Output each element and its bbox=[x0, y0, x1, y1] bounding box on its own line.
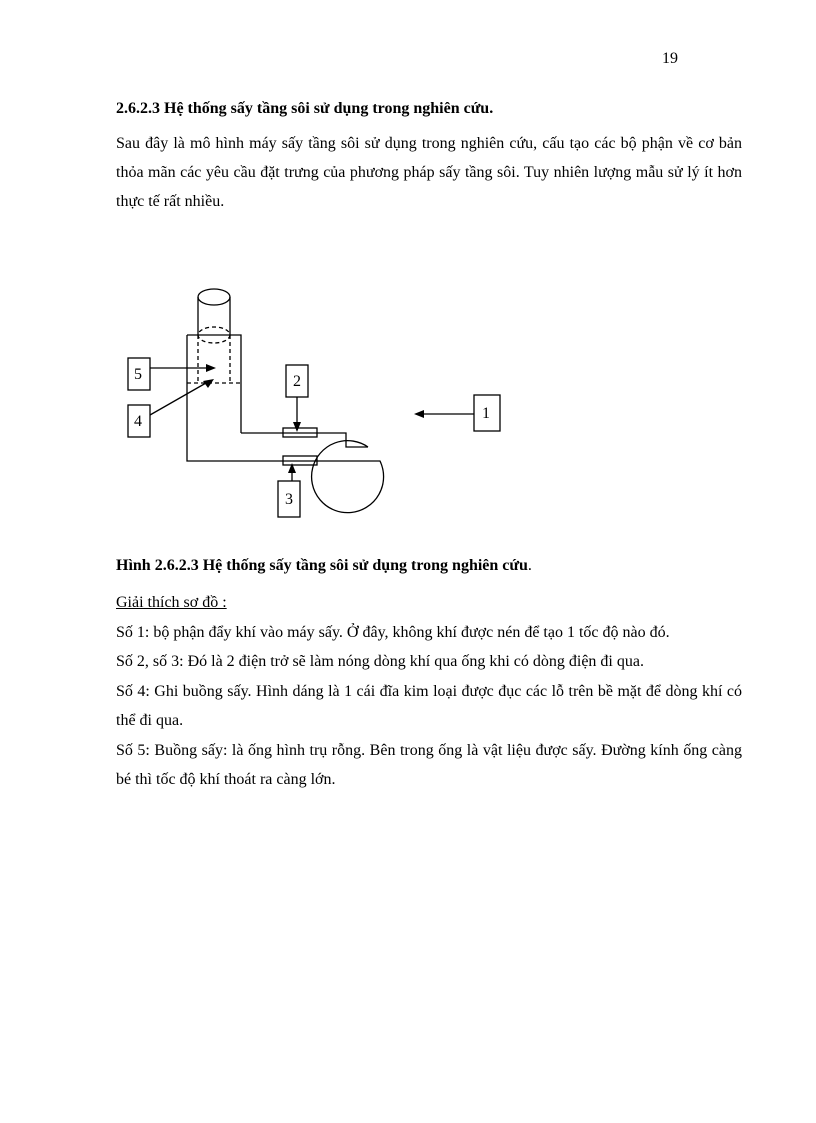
explanation-item-1: Số 1: bộ phận đẩy khí vào máy sấy. Ở đây, không khí được nén để tạo 1 tốc độ nào đó. bbox=[116, 623, 670, 641]
label-3: 3 bbox=[285, 491, 293, 508]
arrow-1 bbox=[414, 410, 424, 418]
intro-paragraph: Sau đây là mô hình máy sấy tầng sôi sử dụng trong nghiên cứu, cấu tạo các bộ phận về cơ bản thỏa mãn các yêu cầu đặt trưng của phương pháp sấy tầng sôi. Tuy nhiên lượng mẫu sử lý ít hơn thực tế rất nhiều. bbox=[116, 135, 742, 210]
cylinder-top bbox=[198, 289, 230, 305]
caption-end: . bbox=[527, 557, 532, 574]
explanation-item-4: Số 5: Buồng sấy: là ống hình trụ rỗng. Bên trong ống là vật liệu được sấy. Đường kính ống càng bé thì tốc độ khí thoát ra càng lớn. bbox=[116, 741, 742, 788]
label-4: 4 bbox=[134, 413, 142, 430]
air-pipe bbox=[241, 433, 368, 447]
blower bbox=[312, 441, 384, 513]
fluidized-bed-dryer-diagram bbox=[110, 275, 530, 525]
arrow-5 bbox=[206, 364, 216, 372]
label-1: 1 bbox=[482, 405, 490, 422]
explanation-item-3: Số 4: Ghi buồng sấy. Hình dáng là 1 cái đĩa kim loại được đục các lỗ trên bề mặt để dòng khí có thể đi qua. bbox=[116, 682, 742, 729]
explanation-title: Giải thích sơ đồ : bbox=[116, 594, 227, 611]
arrow-2 bbox=[293, 422, 301, 432]
caption-bold: Hình 2.6.2.3 Hệ thống sấy tầng sôi sử dụng trong nghiên cứu bbox=[116, 557, 528, 574]
explanation-block bbox=[116, 588, 742, 795]
label-2: 2 bbox=[293, 373, 301, 390]
page-number: 19 bbox=[662, 50, 678, 67]
chamber-outline bbox=[187, 335, 346, 461]
figure-caption bbox=[116, 557, 742, 575]
explanation-item-2: Số 2, số 3: Đó là 2 điện trở sẽ làm nóng dòng khí qua ống khi có dòng điện đi qua. bbox=[116, 653, 644, 670]
label-5: 5 bbox=[134, 366, 142, 383]
section-heading: 2.6.2.3 Hệ thống sấy tầng sôi sử dụng trong nghiên cứu. bbox=[116, 100, 494, 117]
